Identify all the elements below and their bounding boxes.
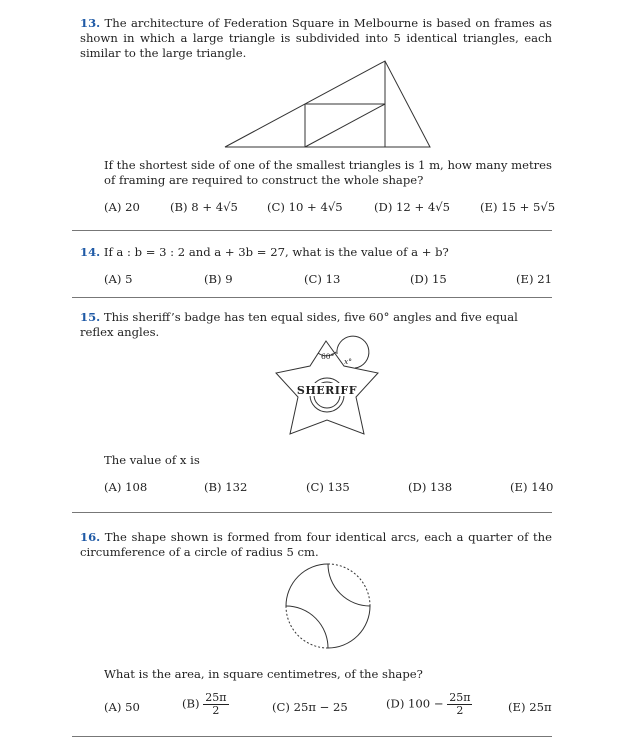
option-d[interactable] — [386, 692, 472, 717]
inner-arc-top-right — [328, 564, 370, 606]
option-d[interactable]: (D) 12 + 4√5 — [374, 200, 451, 214]
question-number: 16. — [80, 530, 101, 544]
option-a[interactable]: (A) 50 — [104, 700, 140, 714]
angle-label-60: 60° — [321, 352, 335, 361]
option-d[interactable]: (D) 15 — [410, 272, 447, 286]
option-c[interactable]: (C) 135 — [306, 480, 350, 494]
option-d-fraction — [447, 692, 472, 717]
outer-arc-bottom-left — [286, 606, 328, 648]
option-b-fraction — [203, 692, 228, 717]
fraction-numerator: 25π — [205, 691, 227, 704]
option-b[interactable]: (B) 8 + 4√5 — [170, 200, 238, 214]
inner-arc-bottom-left — [286, 606, 328, 648]
question-16-prompt: What is the area, in square centimetres, of the shape? — [104, 667, 423, 681]
option-b-prefix: (B) — [182, 696, 200, 711]
question-15-prompt: The value of x is — [104, 453, 200, 467]
question-text: The shape shown is formed from four identical arcs, each a quarter of the circumference of a circle of radius 5 cm. — [80, 530, 552, 559]
option-a[interactable]: (A) 20 — [104, 200, 140, 214]
option-c[interactable]: (C) 13 — [304, 272, 341, 286]
divider — [72, 736, 552, 737]
option-c[interactable]: (C) 25π − 25 — [272, 700, 348, 714]
option-a[interactable]: (A) 108 — [104, 480, 148, 494]
fraction-denominator: 2 — [212, 704, 220, 717]
question-number: 15. — [80, 310, 101, 324]
question-text: The architecture of Federation Square in Melbourne is based on frames as shown in which a large triangle is subdivided into 5 identical triangles, each similar to the large triangle. — [80, 16, 552, 60]
option-e[interactable]: (E) 15 + 5√5 — [480, 200, 556, 214]
option-e[interactable]: (E) 25π — [508, 700, 552, 714]
option-b[interactable] — [182, 692, 229, 717]
question-number: 14. — [80, 245, 101, 259]
question-number: 13. — [80, 16, 101, 30]
question-text: If a : b = 3 : 2 and a + 3b = 27, what is the value of a + b? — [103, 245, 449, 259]
option-e[interactable]: (E) 140 — [510, 480, 554, 494]
option-a[interactable]: (A) 5 — [104, 272, 133, 286]
fraction-denominator: 2 — [456, 704, 464, 717]
outer-arc-top-left — [286, 564, 328, 606]
question-text: This sheriff’s badge has ten equal sides, five 60° angles and five equal reflex angles. — [80, 310, 518, 339]
angle-label-x: x° — [344, 357, 352, 366]
badge-text: SHERIFF — [296, 384, 358, 397]
outer-arc-top-right — [328, 564, 370, 606]
option-b[interactable]: (B) 9 — [204, 272, 233, 286]
option-b[interactable]: (B) 132 — [204, 480, 248, 494]
option-d[interactable]: (D) 138 — [408, 480, 453, 494]
fraction-numerator: 25π — [449, 691, 471, 704]
outer-arc-bottom-right — [328, 606, 370, 648]
option-e[interactable]: (E) 21 — [516, 272, 552, 286]
option-d-prefix: (D) 100 − — [386, 696, 444, 711]
question-16-options — [104, 692, 552, 724]
option-c[interactable]: (C) 10 + 4√5 — [267, 200, 343, 214]
question-13-prompt: If the shortest side of one of the smallest triangles is 1 m, how many metres of framing are required to construct the whole shape? — [104, 158, 552, 187]
